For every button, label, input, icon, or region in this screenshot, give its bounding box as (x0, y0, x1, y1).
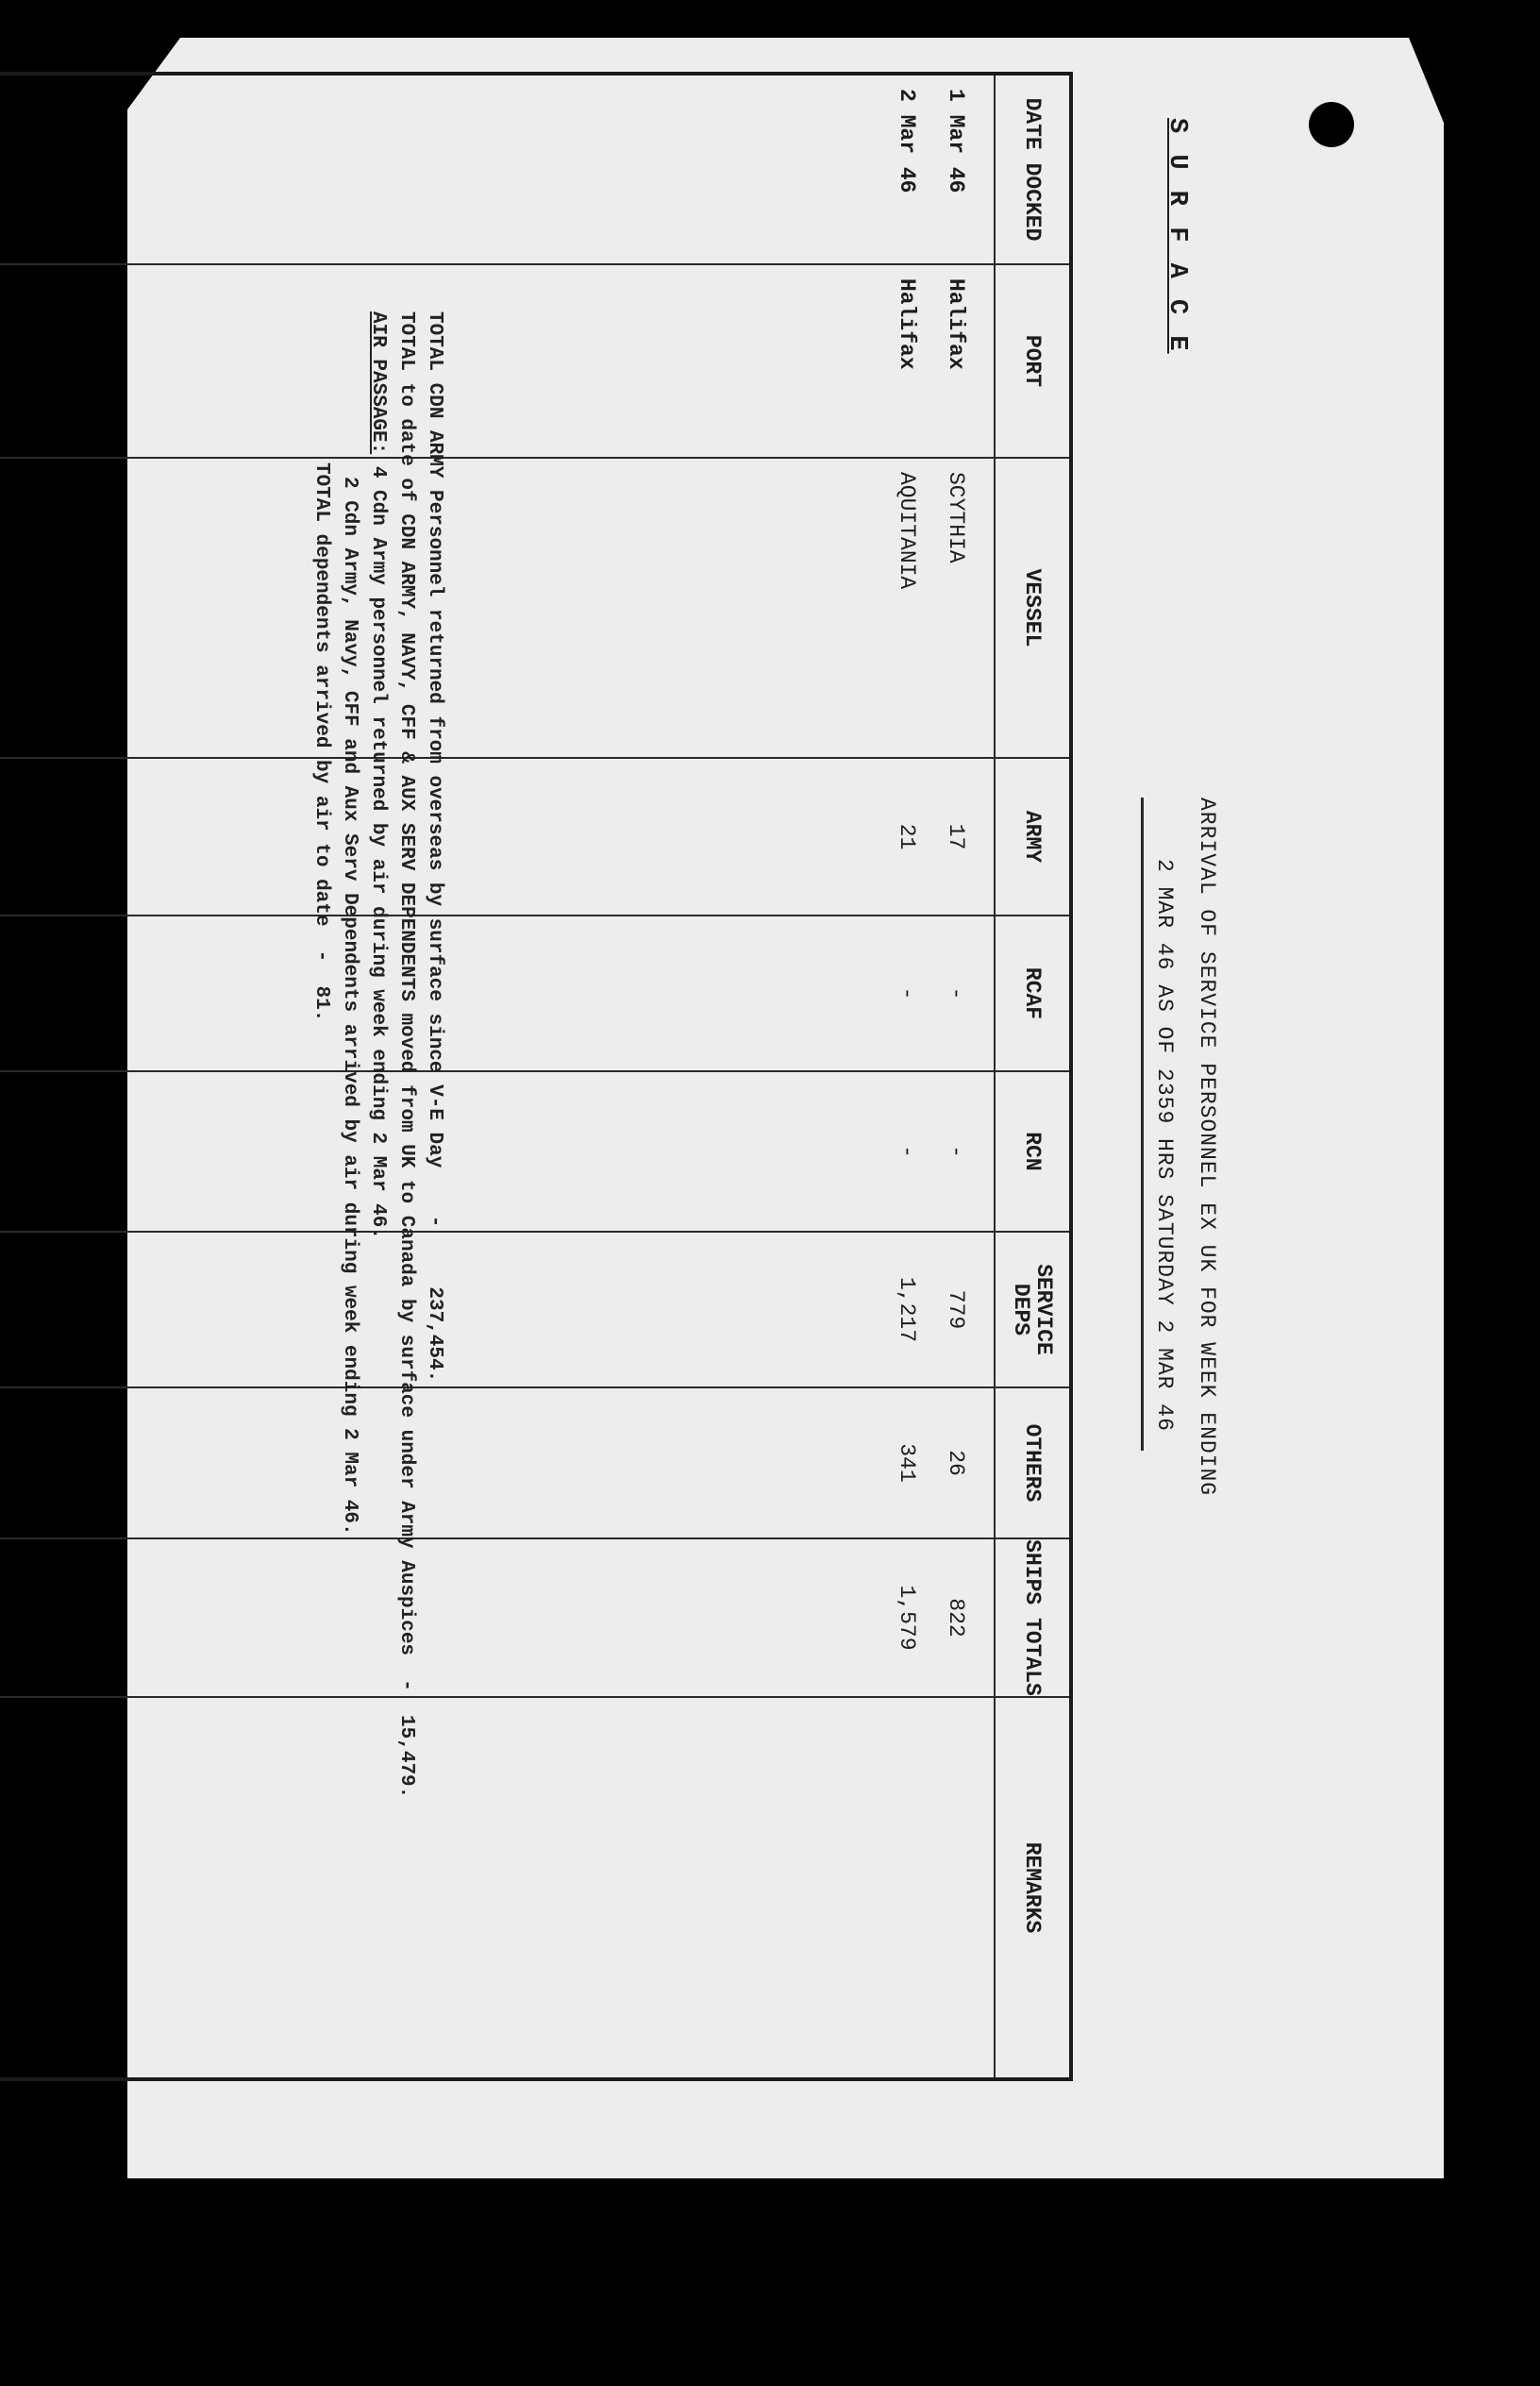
header-ships-totals: SHIPS TOTALS (995, 1538, 1071, 1697)
ships-total-cell (0, 1538, 995, 1697)
row-2-port: Halifax (895, 278, 919, 370)
document-title: ARRIVAL OF SERVICE PERSONNEL EX UK FOR WEEK ENDING (1195, 798, 1219, 1497)
vessel-cell (0, 458, 995, 758)
army-cell (0, 758, 995, 916)
row-2-deps: 1,217 (895, 1276, 919, 1342)
header-row (995, 74, 1071, 2079)
row-1-vessel: SCYTHIA (944, 472, 968, 563)
footer-air-passage (367, 311, 389, 1239)
surface-label: S U R F A C E (1163, 118, 1191, 354)
footer-line-4: 2 Cdn Army, Navy, CFF and Aux Serv Dependents arrived by air during week ending 2 Mar 46. (339, 477, 360, 1536)
footer-line-5: TOTAL dependents arrived by air to date - 81. (310, 462, 332, 1022)
row-1-total: 822 (944, 1598, 968, 1638)
others-cell (0, 1387, 995, 1538)
row-2-date: 2 Mar 46 (895, 89, 919, 193)
document-subtitle: 2 MAR 46 AS OF 2359 HRS SATURDAY 2 MAR 46 (1152, 859, 1177, 1432)
header-vessel: VESSEL (995, 458, 1071, 758)
row-1-rcn: - (944, 1145, 968, 1158)
row-2-rcn: - (895, 1145, 919, 1158)
row-2-rcaf: - (895, 986, 919, 1000)
header-army: ARMY (995, 758, 1071, 916)
footer-line-1: TOTAL CDN ARMY Personnel returned from overseas by surface since V-E Day - 237,454. (424, 311, 445, 1383)
header-rcaf: RCAF (995, 916, 1071, 1071)
row-1-army: 17 (944, 823, 968, 850)
deps-cell (0, 1232, 995, 1387)
data-row-block (0, 74, 995, 2079)
header-port: PORT (995, 264, 1071, 458)
header-service-deps: SERVICE DEPS (995, 1232, 1071, 1387)
row-2-total: 1,579 (895, 1585, 919, 1651)
air-passage-label: AIR PASSAGE: (367, 311, 389, 455)
title-underline (1141, 798, 1144, 1451)
row-1-rcaf: - (944, 986, 968, 1000)
arrivals-table (0, 72, 1073, 2081)
header-remarks: REMARKS (995, 1697, 1071, 2079)
footer-line-3: 4 Cdn Army personnel returned by air during week ending 2 Mar 46. (367, 454, 389, 1239)
header-rcn: RCN (995, 1071, 1071, 1232)
remarks-cell (0, 1697, 995, 2079)
row-2-others: 341 (895, 1443, 919, 1483)
row-1-deps: 779 (944, 1289, 968, 1330)
row-1-port: Halifax (944, 278, 968, 370)
rcaf-cell (0, 916, 995, 1071)
port-cell (0, 264, 995, 458)
row-2-vessel: AQUITANIA (895, 472, 919, 590)
rcn-cell (0, 1071, 995, 1232)
row-1-date: 1 Mar 46 (944, 89, 968, 193)
header-others: OTHERS (995, 1387, 1071, 1538)
date-cell (0, 74, 995, 264)
row-1-others: 26 (944, 1450, 968, 1476)
header-date-docked: DATE DOCKED (995, 74, 1071, 264)
footer-line-2: TOTAL to date of CDN ARMY, NAVY, CFF & AUX SERV DEPENDENTS moved from UK to Canada by surface under Army Auspices - 15,479. (395, 311, 417, 1799)
row-2-army: 21 (895, 823, 919, 850)
